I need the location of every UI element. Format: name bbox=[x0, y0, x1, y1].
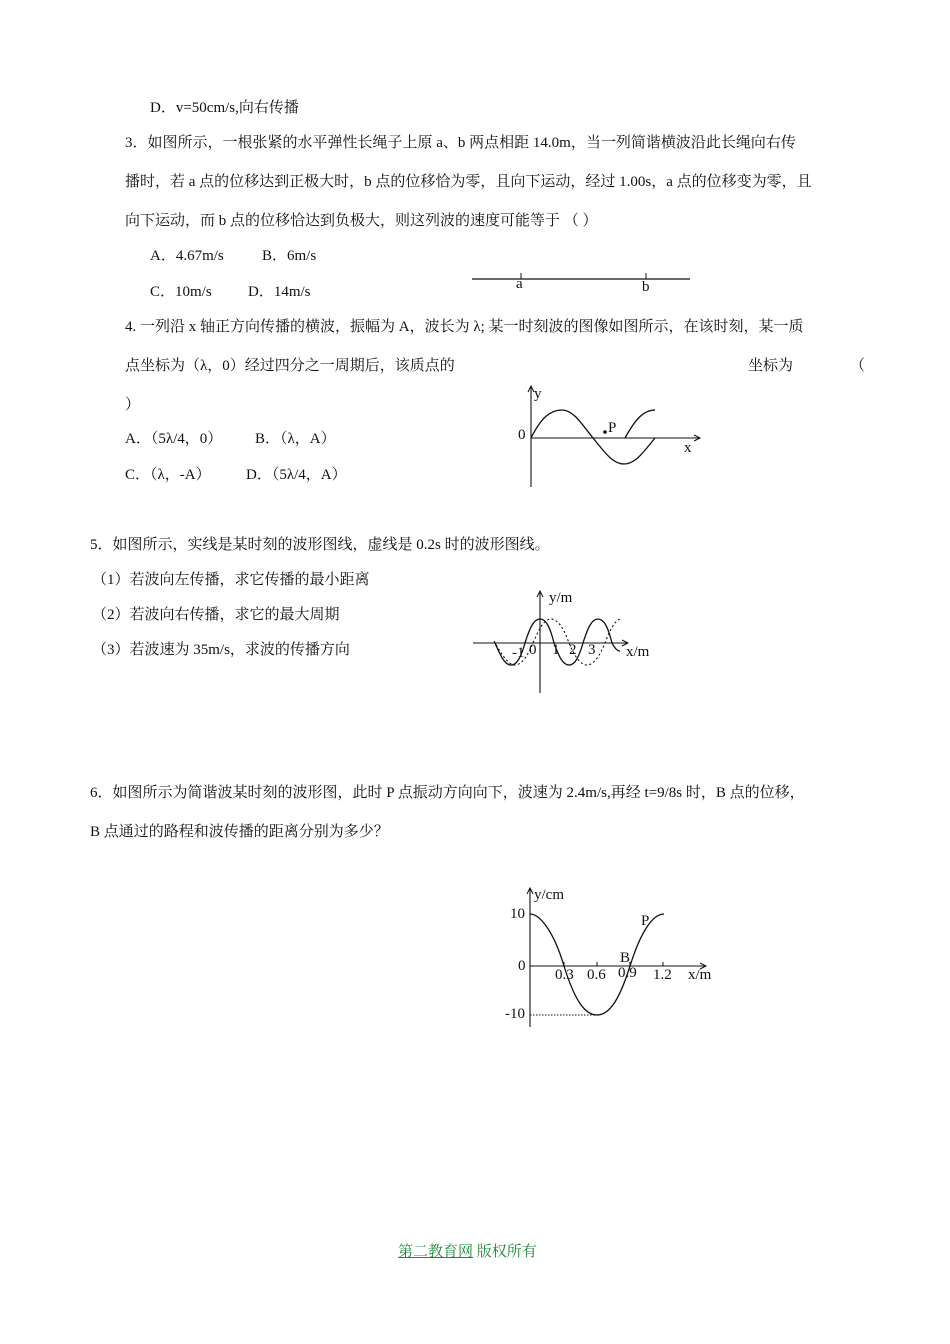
q4-text-line2-coord: 坐标为 bbox=[748, 358, 794, 374]
q5-subquestion-1: （1）若波向左传播，求它传播的最小距离 bbox=[92, 572, 370, 588]
x-tick-label-0.3: 0.3 bbox=[555, 967, 574, 983]
q3-text-line3: 向下运动，而 b 点的位移恰达到负极大，则这列波的速度可能等于 （ ） bbox=[125, 213, 598, 229]
point-p-dot bbox=[603, 430, 607, 434]
q3-option-a: A．4.67m/s bbox=[150, 248, 224, 264]
q3-option-c: C．10m/s bbox=[150, 284, 212, 300]
origin-label: 0 bbox=[518, 427, 526, 443]
x-axis-label: x bbox=[684, 440, 692, 456]
q4-text-line2-paren: （ bbox=[850, 358, 866, 374]
y-axis-label: y/cm bbox=[534, 887, 564, 903]
q3-option-b: B．6m/s bbox=[262, 248, 317, 264]
point-p-label: P bbox=[641, 913, 650, 929]
q5-text-line1: 5．如图所示，实线是某时刻的波形图线，虚线是 0.2s 时的波形图线。 bbox=[90, 537, 550, 553]
q6-wave-figure bbox=[500, 882, 725, 1032]
y-axis-label: y/m bbox=[549, 590, 573, 606]
q3-rope-figure bbox=[470, 268, 695, 298]
tick-label-0: 0 bbox=[529, 642, 537, 658]
q3-text-line2: 播时，若 a 点的位移达到正极大时，b 点的位移恰为零，且向下运动，经过 1.00s，a 点的位移变为零，且 bbox=[125, 174, 812, 190]
q4-option-c: C．（λ，-A） bbox=[125, 467, 211, 483]
x-axis-label: x/m bbox=[626, 644, 650, 660]
point-b-label: B bbox=[620, 950, 631, 966]
q5-subquestion-3: （3）若波速为 35m/s，求波的传播方向 bbox=[92, 642, 350, 658]
x-tick-label-1.2: 1.2 bbox=[653, 967, 672, 983]
y-tick-label-0: 0 bbox=[518, 958, 526, 974]
footer bbox=[398, 1242, 537, 1262]
x-axis-label: x/m bbox=[688, 967, 712, 983]
tick-label-1: 1 bbox=[552, 642, 560, 658]
y-axis-label: y bbox=[534, 386, 542, 402]
q4-text-line1: 4. 一列沿 x 轴正方向传播的横波，振幅为 A，波长为 λ; 某一时刻波的图像如图所示，在该时刻，某一质 bbox=[125, 319, 804, 335]
tick-label-2: 2 bbox=[569, 642, 577, 658]
footer-link[interactable]: 第二教育网 bbox=[398, 1244, 474, 1260]
q4-text-line3: ） bbox=[125, 397, 141, 413]
wave-curve bbox=[531, 410, 655, 464]
x-tick-label-0.9: 0.9 bbox=[618, 965, 637, 981]
y-tick-label-10: 10 bbox=[510, 906, 525, 922]
tick-label-neg1: -1 bbox=[512, 645, 525, 661]
q4-option-a: A．（5λ/4，0） bbox=[125, 431, 223, 447]
footer-copyright: 版权所有 bbox=[473, 1244, 537, 1260]
q6-text-line1: 6．如图所示为简谐波某时刻的波形图，此时 P 点振动方向向下，波速为 2.4m/s,再经 t=9/8s 时，B 点的位移， bbox=[90, 785, 805, 801]
tick-label-3: 3 bbox=[588, 642, 596, 658]
q6-text-line2: B 点通过的路程和波传播的距离分别为多少？ bbox=[90, 824, 389, 840]
q4-option-d: D．（5λ/4，A） bbox=[246, 467, 347, 483]
q4-wave-figure bbox=[510, 382, 710, 492]
q4-option-b: B．（λ，A） bbox=[255, 431, 336, 447]
point-p-label: P bbox=[608, 420, 617, 436]
q3-option-d: D．14m/s bbox=[248, 284, 311, 300]
q3-text-line1: 3．如图所示，一根张紧的水平弹性长绳子上原 a、b 两点相距 14.0m，当一列简谐横波沿此长绳向右传 bbox=[125, 135, 796, 151]
point-b-label: b bbox=[642, 279, 650, 295]
y-tick-label-neg10: -10 bbox=[505, 1006, 525, 1022]
q4-text-line2: 点坐标为（λ，0）经过四分之一周期后，该质点的 bbox=[125, 358, 455, 374]
q5-subquestion-2: （2）若波向右传播，求它的最大周期 bbox=[92, 607, 340, 623]
q5-wave-figure bbox=[470, 585, 670, 700]
point-a-label: a bbox=[516, 276, 523, 292]
q2-option-d: D．v=50cm/s,向右传播 bbox=[150, 100, 299, 116]
x-tick-label-0.6: 0.6 bbox=[587, 967, 606, 983]
